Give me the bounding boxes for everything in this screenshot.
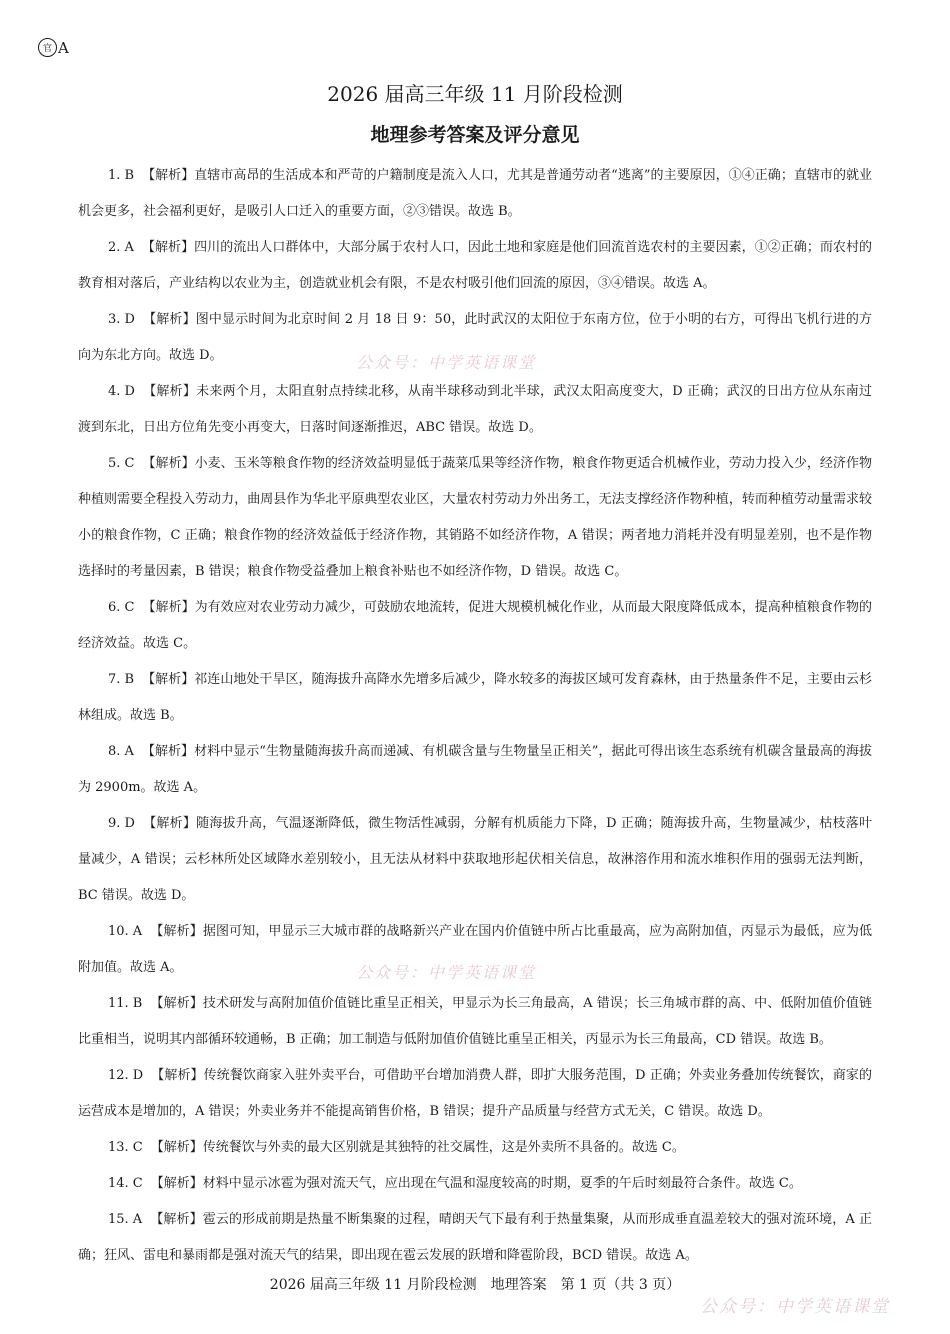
watermark: 公众号：中学英语课堂 [700, 1297, 890, 1317]
answer-number: 2. A [108, 240, 134, 255]
answer-item-13 [78, 1130, 872, 1166]
answer-item-4 [78, 374, 872, 446]
answer-number: 15. A [108, 1212, 143, 1227]
answer-number: 9. D [108, 816, 135, 831]
answer-item-9 [78, 806, 872, 914]
answer-text: 【解析】祁连山地处干旱区，随海拔升高降水先增多后减少，降水较多的海拔区域可发育森林，由于热量条件不足，主要由云杉林组成。故选 B。 [78, 672, 872, 723]
answer-text: 【解析】为有效应对农业劳动力减少，可鼓励农地流转，促进大规模机械化作业，从而最大限度降低成本，提高种植粮食作物的经济效益。故选 C。 [78, 600, 872, 651]
answer-text: 【解析】据图可知，甲显示三大城市群的战略新兴产业在国内价值链中所占比重最高，应为高附加值，丙显示为最低，应为低附加值。故选 A。 [78, 924, 872, 975]
answer-item-15 [78, 1202, 872, 1274]
answer-number: 3. D [108, 312, 135, 327]
answer-number: 10. A [108, 924, 143, 939]
answer-number: 14. C [108, 1176, 143, 1191]
answer-item-5 [78, 446, 872, 590]
answer-item-12 [78, 1058, 872, 1130]
version-letter: A [58, 38, 69, 57]
answer-item-1 [78, 158, 872, 230]
answer-text: 【解析】材料中显示“生物量随海拔升高而递减、有机碳含量与生物量呈正相关”，据此可得出该生态系统有机碳含量最高的海拔为 2900m。故选 A。 [78, 744, 872, 795]
answer-number: 5. C [108, 456, 135, 471]
answer-text: 【解析】材料中显示冰雹为强对流天气，应出现在气温和湿度较高的时期，夏季的午后时刻最符合条件。故选 C。 [150, 1176, 802, 1191]
watermark: 公众号：中学英语课堂 [356, 353, 537, 372]
answer-item-7 [78, 662, 872, 734]
answer-number: 1. B [108, 168, 135, 183]
answer-text: 【解析】小麦、玉米等粮食作物的经济效益明显低于蔬菜瓜果等经济作物，粮食作物更适合机械作业，劳动力投入少，经济作物种植则需要全程投入劳动力，曲周县作为华北平原典型农业区，大量农村劳动力外出务工，无法支撑经济作物种植，转而种植劳动量需求较小的粮食作物，C 正确；粮食作物的经济效益低于经济作物，其销路不如经济作物，A 错误；两者地力消耗并没有明显差别，也不是作物选择时的考量因素，B 错误；粮食作物受益叠加上粮食补贴也不如经济作物，D 错误。故选 C。 [78, 456, 872, 579]
watermark: 公众号：中学英语课堂 [356, 963, 537, 982]
answer-item-8 [78, 734, 872, 806]
answer-item-14 [78, 1166, 872, 1202]
answer-number: 7. B [108, 672, 135, 687]
page-footer: 2026 届高三年级 11 月阶段检测 地理答案 第 1 页（共 3 页） [269, 1277, 681, 1293]
answer-text: 【解析】图中显示时间为北京时间 2 月 18 日 9：50，此时武汉的太阳位于东南方位，位于小明的右方，可得出飞机行进的方向为东北方向。故选 D。 [78, 312, 872, 363]
answer-number: 4. D [108, 384, 135, 399]
answer-number: 8. A [108, 744, 134, 759]
answer-text: 【解析】技术研发与高附加值价值链比重呈正相关，甲显示为长三角最高，A 错误；长三角城市群的高、中、低附加值价值链比重相当，说明其内部循环较通畅，B 正确；加工制造与低附加值价值链比重呈正相关，丙显示为长三角最高，CD 错误。故选 B。 [78, 996, 872, 1047]
answer-text: 【解析】直辖市高昂的生活成本和严苛的户籍制度是流入人口，尤其是普通劳动者“逃离”的主要原因，①④正确；直辖市的就业机会更多，社会福利更好，是吸引人口迁入的重要方面，②③错误。故选 B。 [78, 168, 872, 219]
answer-number: 12. D [108, 1068, 144, 1083]
answer-number: 13. C [108, 1140, 143, 1155]
answer-text: 【解析】传统餐饮商家入驻外卖平台，可借助平台增加消费人群，即扩大服务范围，D 正确；外卖业务叠加传统餐饮，商家的运营成本是增加的，A 错误；外卖业务并不能提高销售价格，B 错误；提升产品质量与经营方式无关，C 错误。故选 D。 [78, 1068, 872, 1119]
page-title: 2026 届高三年级 11 月阶段检测 [327, 82, 623, 106]
answer-item-6 [78, 590, 872, 662]
answer-text: 【解析】传统餐饮与外卖的最大区别就是其独特的社交属性，这是外卖所不具备的。故选 C。 [150, 1140, 685, 1155]
answer-list [78, 158, 872, 1274]
answer-item-2 [78, 230, 872, 302]
answer-number: 11. B [108, 996, 143, 1011]
page-subtitle: 地理参考答案及评分意见 [370, 124, 580, 146]
answer-item-11 [78, 986, 872, 1058]
corner-mark [38, 38, 69, 57]
answer-number: 6. C [108, 600, 135, 615]
answer-text: 【解析】雹云的形成前期是热量不断集聚的过程，晴朗天气下最有利于热量集聚，从而形成垂直温差较大的强对流环境，A 正确；狂风、雷电和暴雨都是强对流天气的结果，即出现在雹云发展的跃增和降雹阶段，BCD 错误。故选 A。 [78, 1212, 872, 1263]
circled-mark: 官 [38, 38, 57, 57]
answer-text: 【解析】随海拔升高，气温逐渐降低，微生物活性减弱，分解有机质能力下降，D 正确；随海拔升高，生物量减少，枯枝落叶量减少，A 错误；云杉林所处区域降水差别较小，且无法从材料中获取地形起伏相关信息，故淋溶作用和流水堆积作用的强弱无法判断，BC 错误。故选 D。 [78, 816, 872, 903]
answer-text: 【解析】未来两个月，太阳直射点持续北移，从南半球移动到北半球，武汉太阳高度变大，D 正确；武汉的日出方位从东南过渡到东北，日出方位角先变小再变大，日落时间逐渐推迟，ABC 错误。故选 D。 [78, 384, 872, 435]
answer-text: 【解析】四川的流出人口群体中，大部分属于农村人口，因此土地和家庭是他们回流首选农村的主要因素，①②正确；而农村的教育相对落后，产业结构以农业为主，创造就业机会有限，不是农村吸引他们回流的原因，③④错误。故选 A。 [78, 240, 872, 291]
